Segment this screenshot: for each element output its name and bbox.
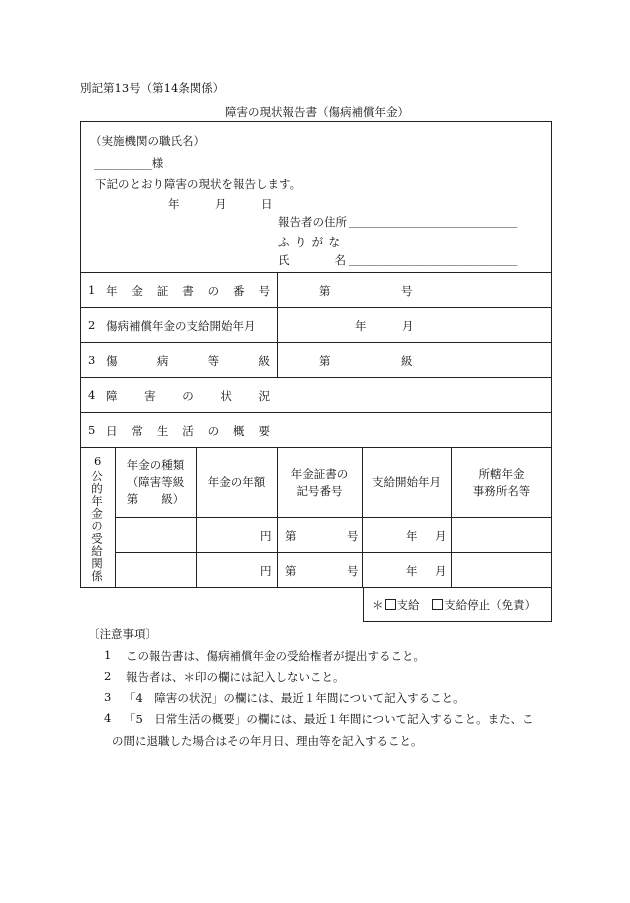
column-divider (277, 272, 278, 377)
col-office-header: 所轄年金 事務所名等 (472, 467, 531, 498)
row-divider (80, 342, 552, 343)
furigana-label: ふ り が な (278, 235, 340, 249)
address-field[interactable]: ________________________________ (349, 214, 517, 228)
note-3-text: 「4 障害の状況」の欄には、最近１年間について記入すること。 (124, 691, 465, 705)
row5-label: 日 常 生 活 の 概 要 (106, 424, 270, 438)
cert-dai-1[interactable]: 第 (285, 529, 297, 543)
checkbox-suspend[interactable] (432, 599, 443, 610)
option-suspend-label: 支給停止（免責） (444, 598, 537, 612)
row2-label: 傷病補償年金の支給開始年月 (106, 319, 256, 333)
note-4-number: 4 (104, 711, 112, 725)
note-1-text: この報告書は、傷病補償年金の受給権者が提出すること。 (126, 649, 425, 663)
date-day-label: 日 (261, 197, 273, 211)
row-divider (80, 447, 552, 448)
row3-value-kyu[interactable]: 級 (401, 354, 413, 368)
row1-label: 年 金 証 書 の 番 号 (106, 284, 270, 298)
row-divider (80, 272, 552, 273)
checkbox-grant[interactable] (385, 599, 396, 610)
col-certificate-number-header: 年金証書の 記号番号 (290, 467, 349, 498)
col-pension-type-header: 年金の種類 （障害等級 第 級） (126, 458, 185, 506)
section6-vertical-label: 公的年金の受給関係 (90, 470, 104, 583)
name-label: 氏 名 (278, 253, 346, 267)
start-month-2[interactable]: 月 (435, 564, 447, 578)
note-4-text: 「5 日常生活の概要」の欄には、最近１年間について記入すること。また、こ (124, 712, 534, 726)
official-use-options (372, 597, 536, 613)
note-4-continuation: の間に退職した場合はその年月日、理由等を記入すること。 (112, 734, 423, 748)
row-divider (80, 377, 552, 378)
row3-label: 傷 病 等 級 (106, 354, 270, 368)
row1-value-dai[interactable]: 第 (319, 284, 331, 298)
addressee-field[interactable] (94, 155, 163, 171)
cert-go-2[interactable]: 号 (347, 564, 359, 578)
row2-number: 2 (88, 318, 96, 332)
name-field[interactable]: ________________________________ (349, 252, 517, 266)
org-label: （実施機関の職氏名） (90, 134, 205, 148)
start-year-1[interactable]: 年 (406, 529, 418, 543)
row-divider (80, 307, 552, 308)
row4-number: 4 (88, 388, 96, 402)
amount-yen-1[interactable]: 円 (260, 529, 272, 543)
date-month-label: 月 (215, 197, 227, 211)
section6-row-divider (115, 552, 552, 553)
section6-row-divider (115, 517, 552, 518)
form-number: 別記第13号（第14条関係） (80, 81, 225, 95)
note-2-text: 報告者は、＊印の欄には記入しないこと。 (126, 670, 345, 684)
option-grant-label: 支給 (396, 598, 420, 612)
start-month-1[interactable]: 月 (435, 529, 447, 543)
start-year-2[interactable]: 年 (406, 564, 418, 578)
row1-value-go[interactable]: 号 (401, 284, 413, 298)
row2-value-month[interactable]: 月 (402, 319, 414, 333)
row1-number: 1 (88, 283, 96, 297)
report-statement: 下記のとおり障害の現状を報告します。 (95, 177, 302, 191)
row3-number: 3 (88, 353, 96, 367)
row5-number: 5 (88, 423, 96, 437)
note-3-number: 3 (104, 690, 112, 704)
amount-yen-2[interactable]: 円 (260, 564, 272, 578)
cert-dai-2[interactable]: 第 (285, 564, 297, 578)
cert-go-1[interactable]: 号 (347, 529, 359, 543)
address-label: 報告者の住所 (278, 215, 347, 229)
row4-label: 障 害 の 状 況 (106, 389, 270, 403)
col-start-date-header: 支給開始年月 (372, 475, 441, 489)
col-annual-amount-header: 年金の年額 (207, 475, 266, 489)
note-1-number: 1 (104, 648, 112, 662)
document-title: 障害の現状報告書（傷病補償年金） (225, 105, 409, 119)
row3-value-dai[interactable]: 第 (319, 354, 331, 368)
addressee-suffix: 様 (151, 156, 163, 170)
row2-value-year[interactable]: 年 (355, 319, 367, 333)
section6-number: 6 (94, 454, 102, 468)
notes-heading: 〔注意事項〕 (88, 627, 157, 641)
asterisk-mark: ＊ (372, 598, 384, 612)
addressee-blank: ___________ (94, 156, 152, 170)
row-divider (80, 412, 552, 413)
date-year-label: 年 (168, 197, 180, 211)
note-2-number: 2 (104, 669, 112, 683)
